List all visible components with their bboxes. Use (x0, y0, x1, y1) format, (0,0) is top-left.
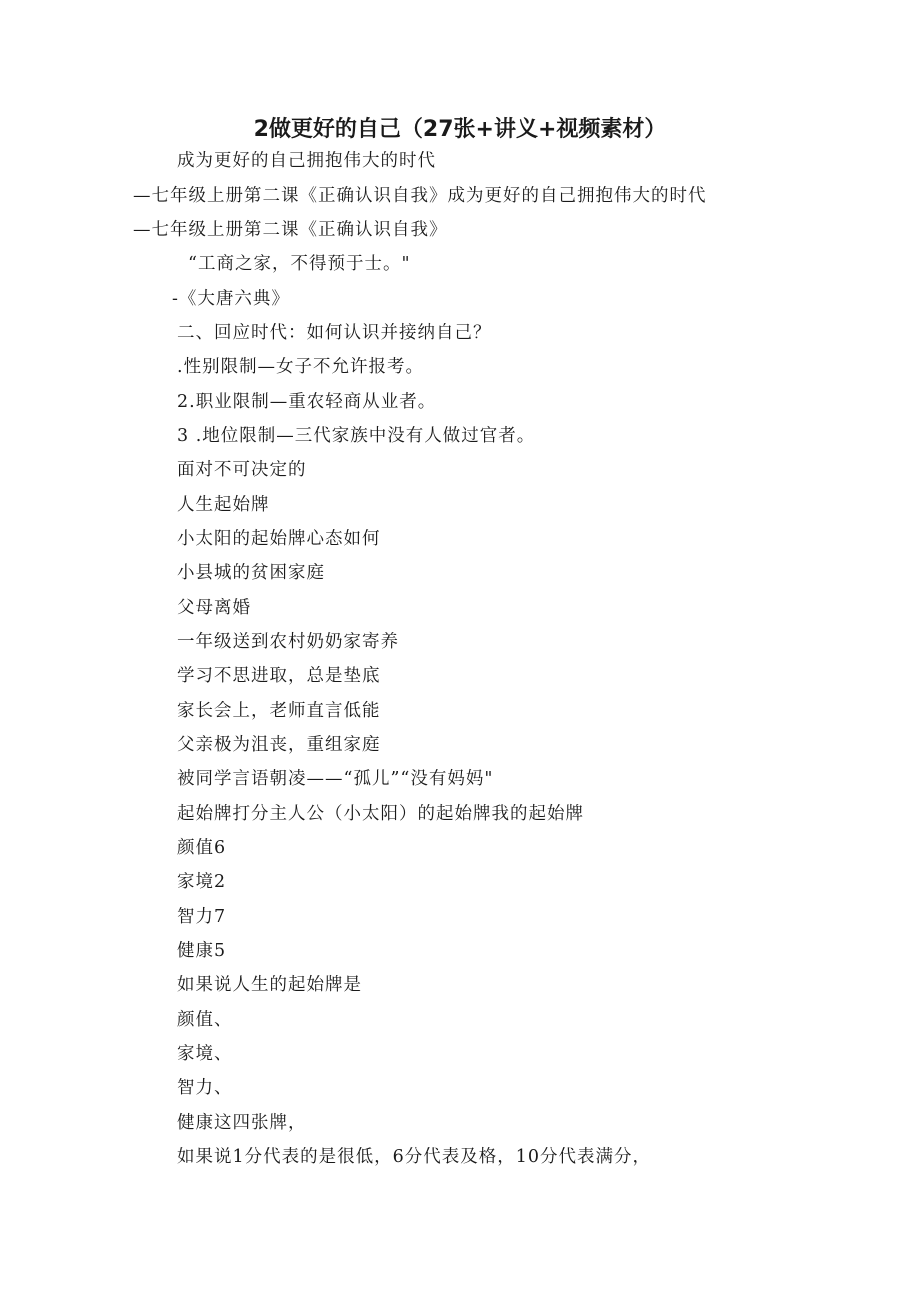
list-item: 3 .地位限制—三代家族中没有人做过官者。 (177, 426, 536, 446)
text-line: 面对不可决定的 (177, 460, 307, 480)
text-line: —七年级上册第二课《正确认识自我》成为更好的自己拥抱伟大的时代 (133, 186, 707, 206)
list-item: 2.职业限制—重农轻商从业者。 (177, 392, 437, 412)
text-line: 起始牌打分主人公（小太阳）的起始牌我的起始牌 (177, 804, 584, 824)
text-line: 成为更好的自己拥抱伟大的时代 (177, 151, 436, 171)
score-line: 颜值6 (177, 838, 227, 858)
text-line: 学习不思进取，总是垫底 (177, 666, 381, 686)
text-line: 小县城的贫困家庭 (177, 563, 325, 583)
list-item: .性别限制—女子不允许报考。 (177, 357, 425, 377)
text-line: 颜值、 (177, 1010, 233, 1030)
score-line: 健康5 (177, 941, 227, 961)
text-line: 家境、 (177, 1044, 233, 1064)
score-line: 家境2 (177, 872, 227, 892)
text-line: 被同学言语朝凌——“孤儿”“没有妈妈" (177, 769, 494, 789)
score-line: 智力7 (177, 907, 227, 927)
quote-source: -《大唐六典》 (172, 289, 290, 309)
text-line: 小太阳的起始牌心态如何 (177, 529, 381, 549)
text-line: 如果说1分代表的是很低，6分代表及格，10分代表满分， (177, 1147, 652, 1167)
section-heading: 二、回应时代：如何认识并接纳自己？ (177, 323, 492, 343)
quote-line: “工商之家，不得预于士。" (188, 254, 411, 274)
text-line: 一年级送到农村奶奶家寄养 (177, 632, 399, 652)
text-line: 人生起始牌 (177, 495, 270, 515)
document-title: 2做更好的自己（27张+讲义+视频素材） (253, 117, 667, 142)
text-line: 父亲极为沮丧，重组家庭 (177, 735, 381, 755)
text-line: 健康这四张牌， (177, 1113, 307, 1133)
text-line: 智力、 (177, 1078, 233, 1098)
text-line: 父母离婚 (177, 598, 251, 618)
text-line: 家长会上，老师直言低能 (177, 701, 381, 721)
text-line: —七年级上册第二课《正确认识自我》 (133, 220, 448, 240)
text-line: 如果说人生的起始牌是 (177, 975, 362, 995)
